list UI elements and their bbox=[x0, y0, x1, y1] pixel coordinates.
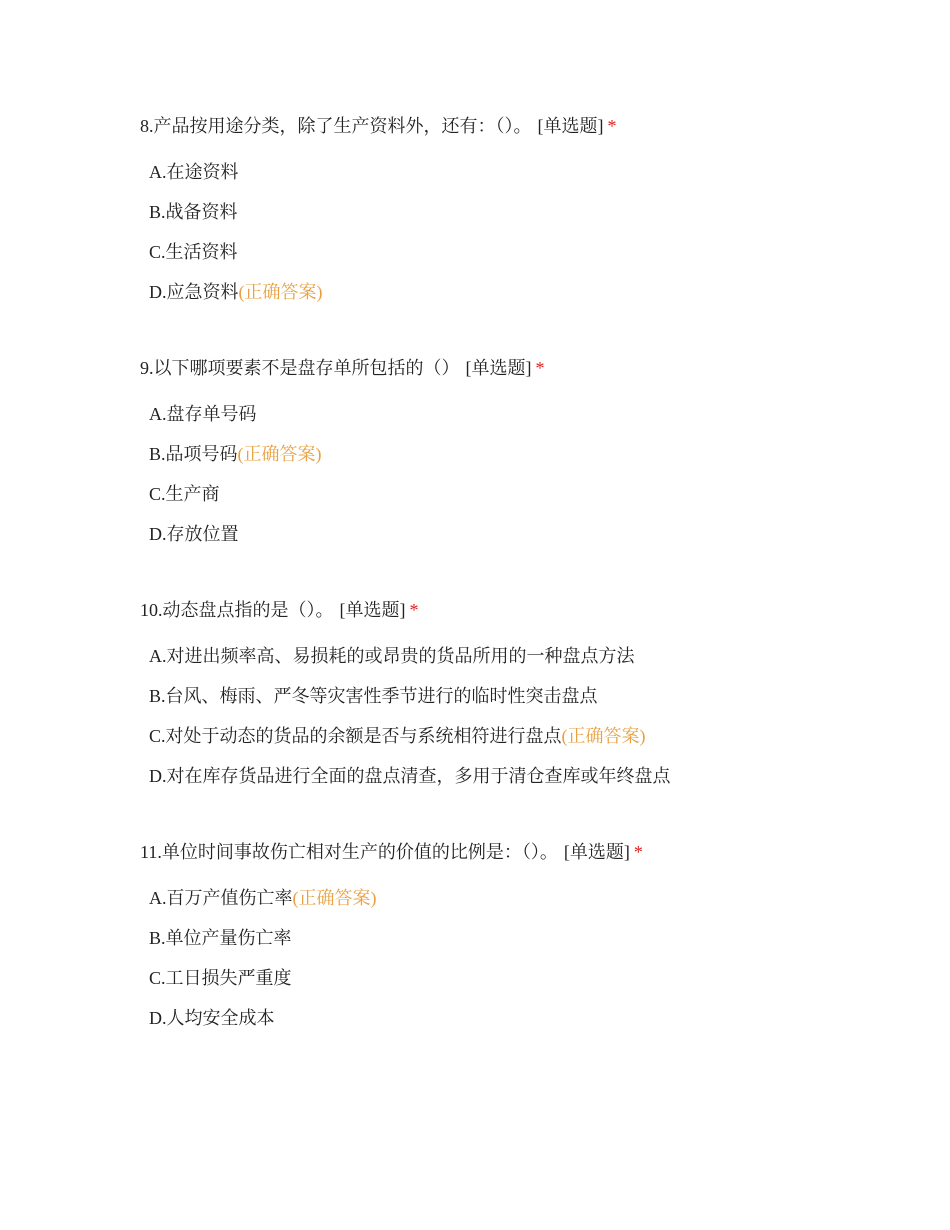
question-text: 11.单位时间事故伤亡相对生产的价值的比例是：（）。 bbox=[140, 842, 558, 862]
option-text: A.盘存单号码 bbox=[149, 404, 257, 424]
question-title bbox=[140, 840, 900, 864]
option-text: D.人均安全成本 bbox=[149, 1008, 275, 1028]
question-title bbox=[140, 598, 900, 622]
option-text: D.对在库存货品进行全面的盘点清查，多用于清仓查库或年终盘点 bbox=[149, 766, 671, 786]
option-a[interactable] bbox=[149, 886, 900, 910]
correct-answer-tag: (正确答案) bbox=[561, 726, 646, 746]
option-a[interactable] bbox=[149, 160, 900, 184]
question-type-label: [单选题] bbox=[339, 600, 406, 620]
required-star: * bbox=[535, 358, 545, 378]
option-text: D.应急资料 bbox=[149, 282, 239, 302]
option-list bbox=[140, 886, 900, 1030]
option-text: B.品项号码 bbox=[149, 444, 238, 464]
required-star: * bbox=[409, 600, 419, 620]
option-text: C.生产商 bbox=[149, 484, 220, 504]
option-d[interactable] bbox=[149, 280, 900, 304]
question-type-label: [单选题] bbox=[537, 116, 604, 136]
option-d[interactable] bbox=[149, 1006, 900, 1030]
option-text: B.战备资料 bbox=[149, 202, 238, 222]
option-b[interactable] bbox=[149, 200, 900, 224]
required-star: * bbox=[633, 842, 643, 862]
question-type-label: [单选题] bbox=[563, 842, 630, 862]
option-text: C.生活资料 bbox=[149, 242, 238, 262]
option-b[interactable] bbox=[149, 442, 900, 466]
option-a[interactable] bbox=[149, 644, 900, 668]
option-text: A.对进出频率高、易损耗的或昂贵的货品所用的一种盘点方法 bbox=[149, 646, 635, 666]
question-text: 8.产品按用途分类，除了生产资料外，还有：（）。 bbox=[140, 116, 532, 136]
question-type-label: [单选题] bbox=[465, 358, 532, 378]
option-text: C.对处于动态的货品的余额是否与系统相符进行盘点 bbox=[149, 726, 562, 746]
option-c[interactable] bbox=[149, 482, 900, 506]
question-text: 10.动态盘点指的是（）。 bbox=[140, 600, 334, 620]
option-c[interactable] bbox=[149, 966, 900, 990]
option-b[interactable] bbox=[149, 926, 900, 950]
option-d[interactable] bbox=[149, 522, 900, 546]
required-star: * bbox=[607, 116, 617, 136]
option-c[interactable] bbox=[149, 724, 900, 748]
correct-answer-tag: (正确答案) bbox=[238, 282, 323, 302]
option-d[interactable] bbox=[149, 764, 900, 788]
option-list bbox=[140, 160, 900, 304]
option-text: A.百万产值伤亡率 bbox=[149, 888, 293, 908]
correct-answer-tag: (正确答案) bbox=[292, 888, 377, 908]
option-list bbox=[140, 402, 900, 546]
question-9 bbox=[140, 356, 900, 562]
question-10 bbox=[140, 598, 900, 804]
option-c[interactable] bbox=[149, 240, 900, 264]
question-title bbox=[140, 356, 900, 380]
option-a[interactable] bbox=[149, 402, 900, 426]
question-text: 9.以下哪项要素不是盘存单所包括的（） bbox=[140, 358, 460, 378]
question-11 bbox=[140, 840, 900, 1046]
option-b[interactable] bbox=[149, 684, 900, 708]
question-title bbox=[140, 114, 900, 138]
option-text: A.在途资料 bbox=[149, 162, 239, 182]
option-text: C.工日损失严重度 bbox=[149, 968, 292, 988]
question-8 bbox=[140, 114, 900, 320]
option-text: B.单位产量伤亡率 bbox=[149, 928, 292, 948]
option-text: D.存放位置 bbox=[149, 524, 239, 544]
option-text: B.台风、梅雨、严冬等灾害性季节进行的临时性突击盘点 bbox=[149, 686, 598, 706]
option-list bbox=[140, 644, 900, 788]
correct-answer-tag: (正确答案) bbox=[237, 444, 322, 464]
